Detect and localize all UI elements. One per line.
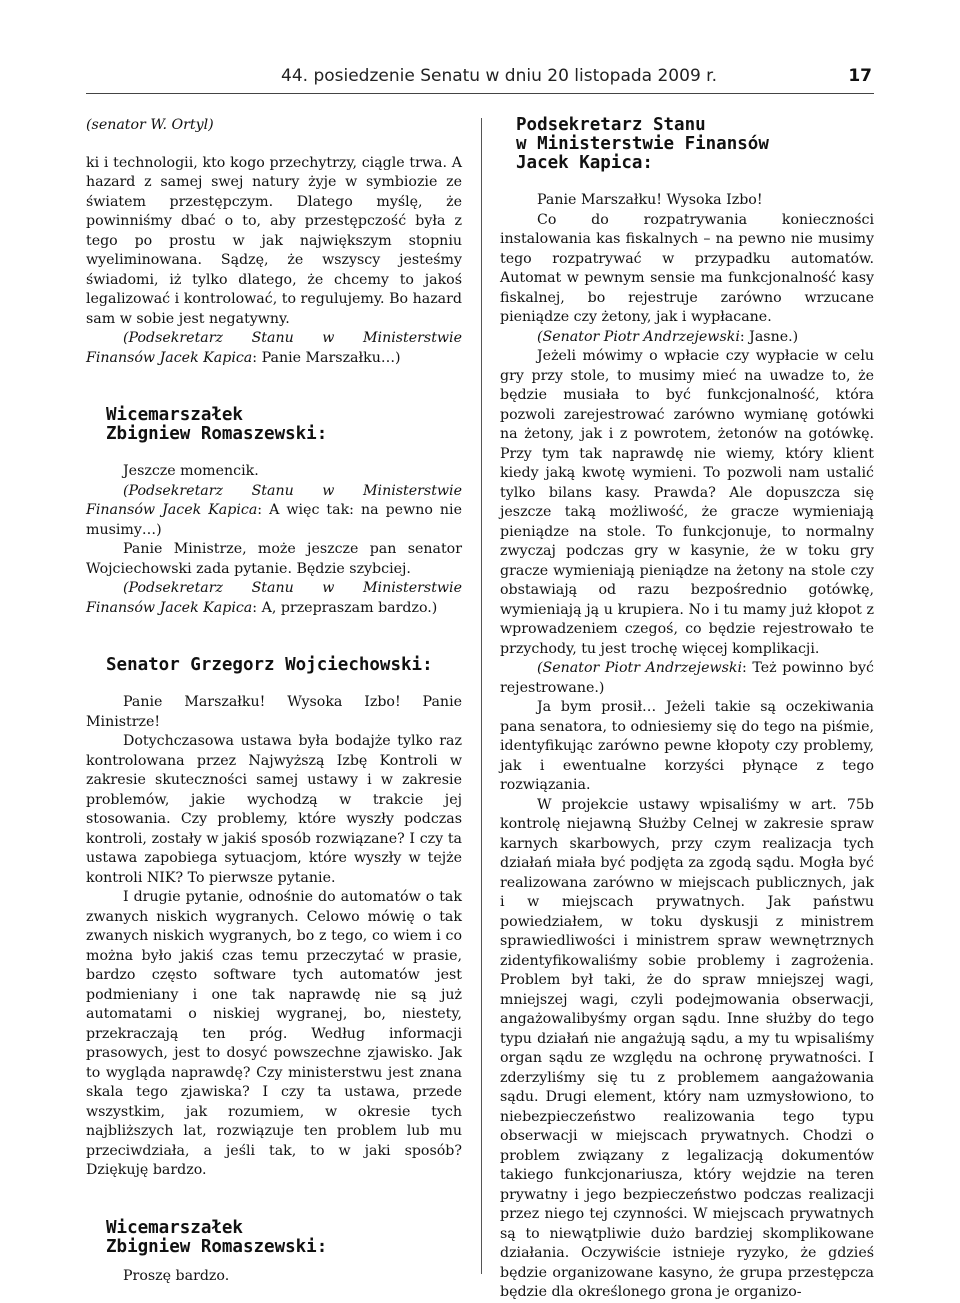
interjection-text: : Panie Marszałku…) [252,349,401,366]
speaker-name: Jacek Kapica: [516,153,653,173]
speaker-title: Podsekretarz Stanu [516,115,706,135]
paragraph: ki i technologii, kto kogo przechytrzy, ciągle trwa. A hazard z samej swej natury żyje w symbiozie ze światem przestępczym. Dlatego myślę, że powinniśmy dbać o to, aby przestępczość była z tego po prostu w jak największym stopniu wyeliminowana. Sądzę, że wszyscy jesteśmy świadomi, iż tylko dlatego, że chcemy to jakoś legalizować i kontrolować, to regulujemy. Bo hazard sam w sobie jest negatywny. [86,154,462,327]
header-rule [86,93,874,94]
left-column [86,116,462,1286]
paragraph: Proszę bardzo. [123,1267,230,1284]
speaker-title: w Ministerstwie Finansów [516,134,769,154]
speaker-title: Wicemarszałek [106,1217,243,1238]
paragraph: Ja bym prosił… Jeżeli takie są oczekiwania pana senatora, to odniesiemy się do tego na piśmie, identyfikując zarówno pewne kłopoty czy problemy, jak i ewentualne korzyści płynące z tego rozwiązania. [500,699,874,793]
interjection-speaker: (Podsekretarz Stanu w Ministerstwie Finansów Jacek Kapica [86,580,462,616]
interjection-speaker: (Senator Piotr Andrzejewski [537,328,740,345]
interjection [500,659,874,698]
paragraph: Panie Marszałku! Wysoka Izbo! [537,192,763,208]
interjection-speaker: (Podsekretarz Stanu w Ministerstwie Finansów Jacek Kapica [86,330,462,366]
paragraph: Panie Marszałku! Wysoka Izbo! Panie Ministrze! [86,694,462,730]
interjection [86,579,462,618]
speaker-heading: Senator Grzegorz Wojciechowski: [106,655,433,675]
running-header [86,62,874,94]
speaker-heading [500,116,874,173]
continuation-marker: (senator W. Ortyl) [86,117,214,133]
interjection-text: : A więc tak: na pewno nie musimy…) [86,502,462,538]
page-number: 17 [848,66,872,86]
paragraph: Jeszcze momencik. [123,463,259,479]
interjection-speaker: (Podsekretarz Stanu w Ministerstwie Finansów Jacek Kapica [86,482,462,518]
speaker-heading [86,1219,462,1257]
right-column [500,116,874,1303]
speaker-name: Zbigniew Romaszewski: [106,1236,328,1257]
speaker-title: Wicemarszałek [106,405,243,425]
interjection [500,328,874,348]
paragraph: Dotychczasowa ustawa była bodajże tylko raz kontrolowana przez Najwyższą Izbę Kontroli w zakresie skuteczności samej ustawy i w zakresie problemów, jakie wychodzą w trakcie jej stosowania. Czy problemy, które wyszły podczas kontroli, zostały w jakiś sposób rozwiązane? I czy ta ustawa zapobiega sytuacjom, które wyszły w tejże kontroli NIK? To pierwsze pytanie. [86,733,462,886]
interjection-text: : Też powinno być rejestrowane.) [500,660,874,696]
header-title: 44. posiedzenie Senatu w dniu 20 listopada 2009 r. [281,66,717,86]
paragraph: Co do rozpatrywania konieczności instalowania kas fiskalnych – na pewno nie musimy tego rozpatrywać w przypadku automatów. Automat w pewnym sensie ma funkcjonalność kasy fiskalnej, bo rejestruje zarówno wrzucane pieniądze czy żetony, jak i wypłacane. [500,211,874,325]
interjection [86,329,462,368]
paragraph: Panie Ministrze, może jeszcze pan senator Wojciechowski zada pytanie. Będzie szybciej. [86,541,462,577]
speaker-name: Zbigniew Romaszewski: [106,424,328,444]
interjection [86,482,462,541]
interjection-text: : Jasne.) [739,328,799,345]
paragraph: W projekcie ustawy wpisaliśmy w art. 75b kontrolę niejawną Służby Celnej w zakresie spraw karnych skarbowych, przy czym realizacja tych działań miała być podjęta za zgodą sądu. Mogła być realizowana zarówno w miejscach publicznych, jak i w miejscach prywatnych. Jak państwu powiedziałem, w toku dyskusji z ministrem sprawiedliwości i ministrem spraw wewnętrznych zidentyfikowaliśmy sobie problemy i zagrożenia. Problem był taki, że do spraw mniejszej wagi, mniejszej wagi, czyli podejmowania obserwacji, angażowalibyśmy organ sądu. Inne służby do tego typu działań nie angażują sądu, a my tu wpisaliśmy organ sądu ze względu na ochronę prywatności. I zderzyliśmy się tu z problemem aangażowania sądu. Drugi element, który nam uzmysłowiono, to niebezpieczeństwo realizowania tego typu obserwacji w miejscach prywatnych. Chodzi o problem związany z legalizacją dokumentów takiego funkcjonariusza, który wejdzie na teren prywatny i jego bezpieczeństwo podczas realizacji przez niego tej czynności. W miejscach prywatnych są to niewątpliwie dużo bardziej skomplikowane działania. Oczywiście istnieje ryzyko, że gdzieś będzie organizowane kasyno, że grupa przestępcza będzie dla określonego grona je organizo- [500,796,874,1300]
paragraph: I drugie pytanie, odnośnie do automatów o tak zwanych niskich wygranych. Celowo mówię o tak zwanych niskich wygranych, bo z tego, co wiem i co można było jakiś czas temu przeczytać w prasie, bardzo często software tych automatów jest podmieniany i one tak naprawdę nie są już automatami o niskiej wygranej, bo, niestety, przekraczają ten próg. Według informacji prasowych, jest to dosyć powszechne zjawisko. Jak to wygląda naprawdę? Czy ministerstwu jest znana skala tego zjawiska? I czy ta ustawa, przede wszystkim, jak rozumiem, w okresie tych najbliższych lat, rozwiązuje ten problem lub mu przeciwdziała, a jeśli tak, to w jaki sposób? Dziękuję bardzo. [86,889,462,1178]
paragraph: Jeżeli mówimy o wpłacie czy wypłacie w celu gry przy stole, to musimy mieć na uwadze to, że będzie musiała to być funkcjonalność, która pozwoli zarejestrować zarówno wymianę gotówki na żetony, jak i z powrotem, żetonów na gotówkę. Przy tym tak naprawdę nie wiemy, który klient kiedy jaką kwotę wymieni. To pozwoli nam ustalić tylko bilans kasy. Prawda? Ale dopuszcza się jeszcze taką możliwość, że gracze wymieniają pieniądze na stole. To funkcjonuje, to normalny zwyczaj podczas gry w kasynie, że w toku gry gracze wymieniają pieniądze na żetony na stole czy obstawiają od razu bezpośrednio gotówkę, wymieniają ją u krupiera. No i tu mamy już kłopot z wprowadzeniem czegoś, co będzie rejestrowało te przychody, tu jest trochę więcej komplikacji. [500,348,874,657]
column-divider [481,118,482,1274]
interjection-text: : A, przepraszam bardzo.) [252,599,438,616]
interjection-speaker: (Senator Piotr Andrzejewski [537,660,743,676]
speaker-heading [86,406,462,444]
